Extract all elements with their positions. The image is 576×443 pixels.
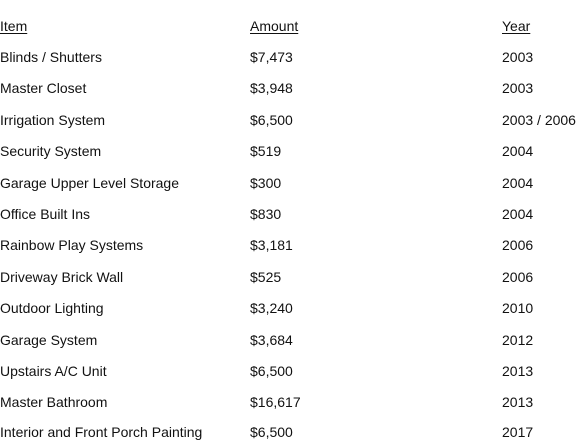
amount-cell: $519 [250,143,282,159]
amount-cell: $6,500 [250,424,293,440]
year-cell: 2010 [502,300,534,316]
item-cell: Master Closet [0,80,87,96]
year-cell: 2013 [502,363,534,379]
amount-cell: $7,473 [250,49,293,65]
table-row [0,77,576,99]
year-cell: 2003 [502,49,534,65]
item-cell: Security System [0,143,102,159]
year-cell: 2006 [502,269,534,285]
table-row [0,266,576,288]
amount-cell: $6,500 [250,112,293,128]
item-cell: Driveway Brick Wall [0,269,124,285]
table-row [0,109,576,131]
item-cell: Upstairs A/C Unit [0,363,107,379]
year-cell: 2004 [502,206,534,222]
item-cell: Garage System [0,332,98,348]
table-row [0,421,576,443]
amount-cell: $3,948 [250,80,293,96]
year-cell: 2003 / 2006 [502,112,576,128]
amount-cell: $3,181 [250,237,293,253]
item-cell: Interior and Front Porch Painting [0,424,203,440]
year-cell: 2012 [502,332,534,348]
header-amount: Amount [250,18,299,34]
header-year: Year [502,18,531,34]
table-row [0,203,576,225]
item-cell: Rainbow Play Systems [0,237,144,253]
item-cell: Garage Upper Level Storage [0,175,179,191]
table-row [0,234,576,256]
item-cell: Blinds / Shutters [0,49,102,65]
item-cell: Outdoor Lighting [0,300,104,316]
amount-cell: $3,684 [250,332,293,348]
year-cell: 2004 [502,175,534,191]
year-cell: 2006 [502,237,534,253]
item-cell: Office Built Ins [0,206,91,222]
amount-cell: $525 [250,269,282,285]
table-row [0,360,576,382]
year-cell: 2004 [502,143,534,159]
amount-cell: $6,500 [250,363,293,379]
amount-cell: $300 [250,175,282,191]
table-header-row [0,15,576,37]
year-cell: 2017 [502,424,534,440]
item-cell: Irrigation System [0,112,106,128]
amount-cell: $3,240 [250,300,293,316]
table-row [0,140,576,162]
table-row [0,391,576,413]
header-item: Item [0,18,28,34]
table-row [0,46,576,68]
table-row [0,329,576,351]
year-cell: 2003 [502,80,534,96]
amount-cell: $830 [250,206,282,222]
table-row [0,297,576,319]
amount-cell: $16,617 [250,394,301,410]
table-row [0,172,576,194]
item-cell: Master Bathroom [0,394,108,410]
year-cell: 2013 [502,394,534,410]
